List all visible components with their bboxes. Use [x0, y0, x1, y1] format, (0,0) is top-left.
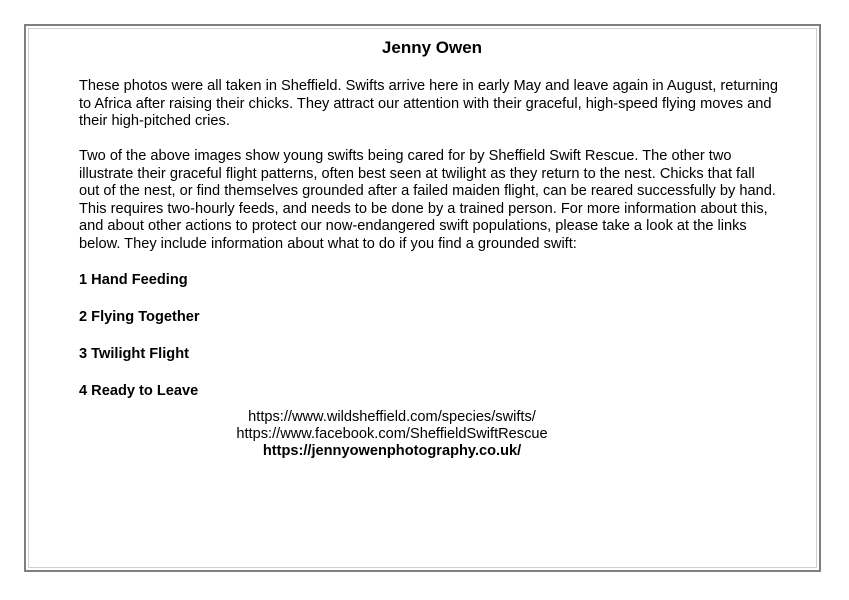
intro-paragraph: These photos were all taken in Sheffield. Swifts arrive here in early May and leave again in August, returning to Africa after raising their chicks. They attract our attention with their graceful, high-speed flying moves and their high-pitched cries.: [79, 78, 779, 129]
link-facebook[interactable]: https://www.facebook.com/SheffieldSwiftRescue: [236, 425, 548, 442]
list-item-hand-feeding: 1 Hand Feeding: [79, 272, 188, 288]
rescue-paragraph: Two of the above images show young swifts being cared for by Sheffield Swift Rescue. The other two illustrate their graceful flight patterns, often best seen at twilight as they return to the nest. Chicks that fall out of the nest, or find themselves grounded after a failed maiden flight, can be reared successfully by hand. This requires two-hourly feeds, and needs to be done by a trained person. For more information about this, and about other actions to protect our now-endangered swift populations, please take a look at the links below. They include information about what to do if you find a grounded swift:: [79, 148, 776, 252]
document-content: [79, 36, 779, 460]
links-block: [79, 409, 705, 461]
link-jennyowen[interactable]: https://jennyowenphotography.co.uk/: [262, 442, 522, 459]
link-wildsheffield[interactable]: https://www.wildsheffield.com/species/swifts/: [248, 408, 536, 425]
document-title: Jenny Owen: [381, 38, 483, 57]
list-item-ready-to-leave: 4 Ready to Leave: [79, 383, 199, 399]
list-item-flying-together: 2 Flying Together: [79, 309, 200, 325]
list-item-twilight-flight: 3 Twilight Flight: [79, 346, 189, 362]
